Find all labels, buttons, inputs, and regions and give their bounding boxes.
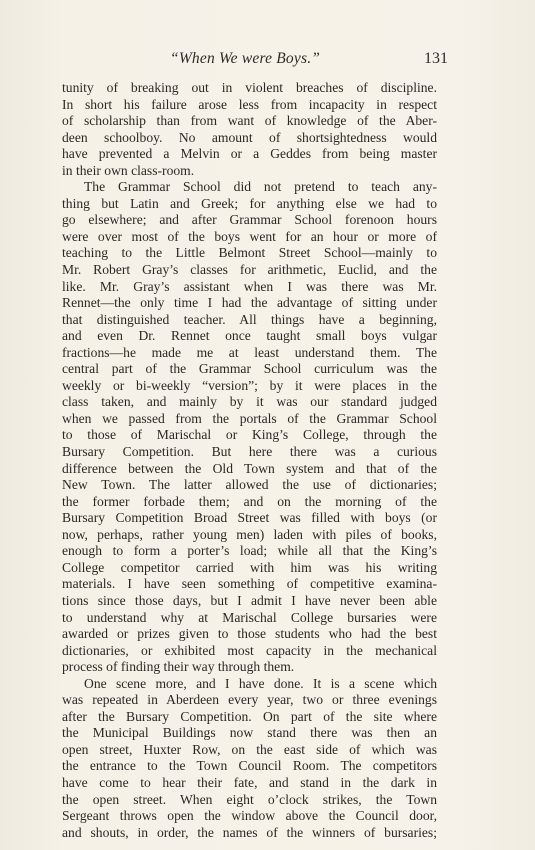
running-head-title: “When We were Boys.” [170,50,321,67]
page-number: 131 [424,50,448,67]
text-line: the open street. When eight o’clock strikes, the Town [62,791,437,807]
paragraph [62,80,437,179]
text-line: when we passed from the portals of the Grammar School [62,410,437,426]
text-line: awarded or prizes given to those students who had the best [62,626,437,642]
body-text [62,80,437,841]
text-line: have prevented a Melvin or a Geddes from being master [62,146,437,162]
paragraph [62,676,437,841]
text-line: after the Bursary Competition. On part of the site where [62,708,437,724]
text-line: Bursary Competition. But here there was a curious [62,444,437,460]
text-line: class taken, and mainly by it was our standard judged [62,394,437,410]
text-line: tunity of breaking out in violent breaches of discipline. [62,80,437,95]
text-line: now, perhaps, rather young men) laden with piles of books, [62,526,437,542]
text-line: and shouts, in order, the names of the winners of bursaries; [62,824,437,840]
text-line: were over most of the boys went for an hour or more of [62,228,437,244]
text-line: enough to form a porter’s load; while all that the King’s [62,543,437,559]
text-line: have come to hear their fate, and stand in the dark in [62,774,437,790]
text-line: like. Mr. Gray’s assistant when I was there was Mr. [62,278,437,294]
text-line: One scene more, and I have done. It is a scene which [84,675,437,691]
text-line: thing but Latin and Greek; for anything else we had to [62,195,437,211]
text-line: Mr. Robert Gray’s classes for arithmetic, Euclid, and the [62,262,437,278]
text-line: the entrance to the Town Council Room. The competitors [62,758,437,774]
running-head [62,50,448,70]
text-line: teaching to the Little Belmont Street School—mainly to [62,245,437,261]
text-line: of scholarship than from want of knowledge of the Aber- [62,113,437,129]
text-line: in their own class-room. [62,162,195,178]
text-line: Bursary Competition Broad Street was filled with boys (or [62,510,437,526]
text-line: process of finding their way through them. [62,659,295,675]
text-line: College competitor carried with him was his writing [62,559,437,575]
text-line: and even Dr. Rennet once taught small boys vulgar [62,328,437,344]
text-line: Rennet—the only time I had the advantage of sitting under [62,295,437,311]
text-line: the Municipal Buildings now stand there was then an [62,725,437,741]
text-line: fractions—he made me at least understand them. The [62,344,437,360]
text-line: open street, Huxter Row, on the east side of which was [62,741,437,757]
text-line: In short his failure arose less from incapacity in respect [62,96,437,112]
text-line: go elsewhere; and after Grammar School forenoon hours [62,212,437,228]
text-line: was repeated in Aberdeen every year, two or three evenings [62,692,437,708]
text-line: Sergeant throws open the window above the Council door, [62,808,437,824]
text-line: tions since those days, but I admit I have never been able [62,592,437,608]
text-line: weekly or bi-weekly “version”; by it were places in the [62,377,437,393]
text-line: The Grammar School did not pretend to teach any- [84,179,437,195]
text-line: the former forbade them; and on the morning of the [62,493,437,509]
text-line: that distinguished teacher. All things have a beginning, [62,311,437,327]
text-line: deen schoolboy. No amount of shortsightedness would [62,129,437,145]
text-line: New Town. The latter allowed the use of dictionaries; [62,477,437,493]
text-line: to understand why at Marischal College bursaries were [62,609,437,625]
text-line: dictionaries, or exhibited most capacity in the mechanical [62,642,437,658]
text-line: to those of Marischal or King’s College, through the [62,427,437,443]
text-line: materials. I have seen something of competitive examina- [62,576,437,592]
paragraph [62,179,437,675]
text-line: difference between the Old Town system and that of the [62,460,437,476]
text-line: central part of the Grammar School curriculum was the [62,361,437,377]
